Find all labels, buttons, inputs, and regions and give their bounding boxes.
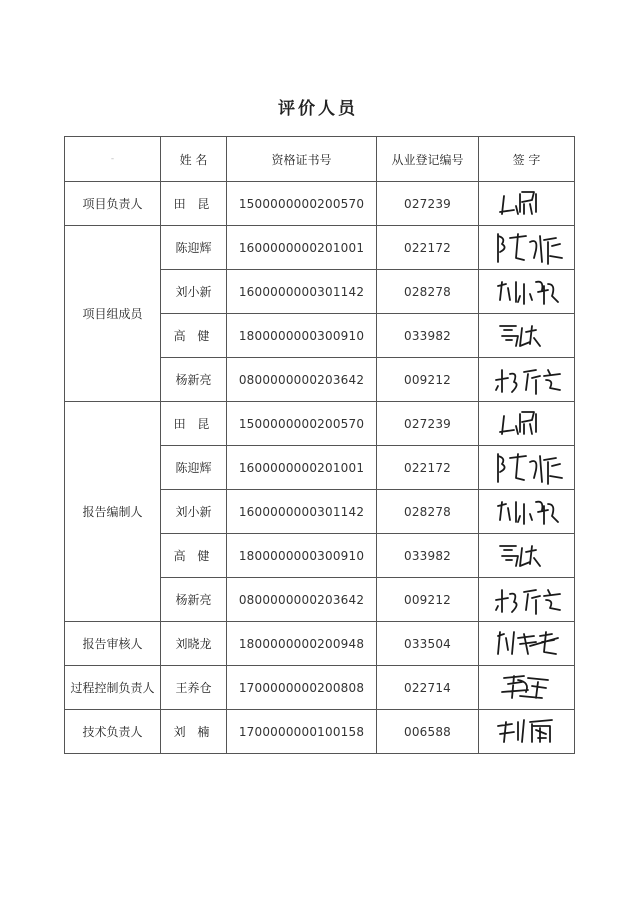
signature-scribble bbox=[485, 272, 569, 312]
header-row bbox=[65, 137, 575, 182]
table-row bbox=[65, 226, 575, 270]
role-label: 项目组成员 bbox=[82, 307, 143, 321]
name-cell bbox=[161, 666, 227, 710]
cert-cell bbox=[227, 490, 377, 534]
cert-number: 0800000000203642 bbox=[238, 372, 365, 387]
person-name: 刘小新 bbox=[175, 285, 212, 299]
cert-number: 1600000000301142 bbox=[238, 504, 365, 519]
person-name: 高 健 bbox=[173, 549, 214, 563]
reg-cell bbox=[377, 666, 479, 710]
reg-number: 006588 bbox=[403, 724, 451, 739]
role-label: 技术负责人 bbox=[82, 725, 143, 739]
name-cell bbox=[161, 182, 227, 226]
reg-number: 028278 bbox=[403, 504, 451, 519]
cert-cell bbox=[227, 358, 377, 402]
person-name: 刘晓龙 bbox=[175, 637, 212, 651]
name-cell bbox=[161, 490, 227, 534]
signature-scribble bbox=[485, 580, 569, 620]
header-name: 姓 名 bbox=[161, 137, 227, 182]
reg-cell bbox=[377, 226, 479, 270]
name-cell bbox=[161, 226, 227, 270]
person-name: 田 昆 bbox=[173, 197, 214, 211]
cert-number: 1600000000201001 bbox=[238, 460, 365, 475]
cert-cell bbox=[227, 314, 377, 358]
signature-scribble bbox=[485, 624, 569, 664]
signature-scribble bbox=[485, 448, 569, 488]
cert-number: 1600000000301142 bbox=[238, 284, 365, 299]
reg-cell bbox=[377, 534, 479, 578]
person-name: 刘小新 bbox=[175, 505, 212, 519]
reg-number: 009212 bbox=[403, 592, 451, 607]
cert-number: 1600000000201001 bbox=[238, 240, 365, 255]
name-cell bbox=[161, 314, 227, 358]
person-name: 王养仓 bbox=[175, 681, 212, 695]
signature-cell bbox=[479, 182, 575, 226]
reg-number: 022172 bbox=[403, 240, 451, 255]
person-name: 杨新亮 bbox=[175, 373, 212, 387]
role-label: 项目负责人 bbox=[82, 197, 143, 211]
table-row bbox=[65, 182, 575, 226]
reg-cell bbox=[377, 270, 479, 314]
signature-scribble bbox=[485, 184, 569, 224]
role-cell bbox=[65, 226, 161, 402]
reg-number: 009212 bbox=[403, 372, 451, 387]
signature-cell bbox=[479, 446, 575, 490]
table-row bbox=[65, 402, 575, 446]
header-cert: 资格证书号 bbox=[227, 137, 377, 182]
name-cell bbox=[161, 534, 227, 578]
reg-cell bbox=[377, 402, 479, 446]
staff-table-body bbox=[65, 182, 575, 754]
cert-cell bbox=[227, 578, 377, 622]
role-cell bbox=[65, 182, 161, 226]
cert-number: 0800000000203642 bbox=[238, 592, 365, 607]
role-label: 报告编制人 bbox=[82, 505, 143, 519]
signature-scribble bbox=[485, 316, 569, 356]
table-row bbox=[65, 666, 575, 710]
person-name: 刘 楠 bbox=[173, 725, 214, 739]
signature-scribble bbox=[485, 404, 569, 444]
reg-cell bbox=[377, 314, 479, 358]
signature-cell bbox=[479, 226, 575, 270]
cert-cell bbox=[227, 226, 377, 270]
signature-cell bbox=[479, 358, 575, 402]
cert-cell bbox=[227, 182, 377, 226]
person-name: 陈迎辉 bbox=[175, 461, 212, 475]
reg-number: 027239 bbox=[403, 196, 451, 211]
signature-cell bbox=[479, 666, 575, 710]
reg-cell bbox=[377, 622, 479, 666]
signature-cell bbox=[479, 710, 575, 754]
reg-cell bbox=[377, 710, 479, 754]
role-cell bbox=[65, 710, 161, 754]
reg-cell bbox=[377, 446, 479, 490]
signature-scribble bbox=[485, 712, 569, 752]
role-cell bbox=[65, 402, 161, 622]
cert-cell bbox=[227, 666, 377, 710]
header-role: - bbox=[65, 137, 161, 182]
header-reg: 从业登记编号 bbox=[377, 137, 479, 182]
cert-number: 1800000000200948 bbox=[238, 636, 365, 651]
reg-number: 022172 bbox=[403, 460, 451, 475]
cert-cell bbox=[227, 534, 377, 578]
signature-scribble bbox=[485, 492, 569, 532]
cert-cell bbox=[227, 622, 377, 666]
name-cell bbox=[161, 358, 227, 402]
reg-number: 033982 bbox=[403, 548, 451, 563]
role-label: 过程控制负责人 bbox=[70, 681, 155, 695]
signature-scribble bbox=[485, 228, 569, 268]
signature-scribble bbox=[485, 536, 569, 576]
signature-cell bbox=[479, 270, 575, 314]
signature-cell bbox=[479, 534, 575, 578]
signature-cell bbox=[479, 402, 575, 446]
reg-cell bbox=[377, 182, 479, 226]
reg-number: 022714 bbox=[403, 680, 451, 695]
signature-cell bbox=[479, 314, 575, 358]
reg-cell bbox=[377, 578, 479, 622]
person-name: 陈迎辉 bbox=[175, 241, 212, 255]
reg-number: 027239 bbox=[403, 416, 451, 431]
person-name: 田 昆 bbox=[173, 417, 214, 431]
signature-scribble bbox=[485, 360, 569, 400]
signature-cell bbox=[479, 622, 575, 666]
cert-number: 1700000000100158 bbox=[238, 724, 365, 739]
table-row bbox=[65, 622, 575, 666]
name-cell bbox=[161, 270, 227, 314]
cert-cell bbox=[227, 446, 377, 490]
name-cell bbox=[161, 578, 227, 622]
name-cell bbox=[161, 710, 227, 754]
role-cell bbox=[65, 622, 161, 666]
cert-number: 1800000000300910 bbox=[238, 328, 365, 343]
person-name: 杨新亮 bbox=[175, 593, 212, 607]
cert-number: 1700000000200808 bbox=[238, 680, 365, 695]
signature-scribble bbox=[485, 668, 569, 708]
reg-number: 028278 bbox=[403, 284, 451, 299]
table-row bbox=[65, 710, 575, 754]
reg-cell bbox=[377, 358, 479, 402]
reg-number: 033504 bbox=[403, 636, 451, 651]
page-title: 评价人员 bbox=[278, 99, 358, 119]
cert-number: 1500000000200570 bbox=[238, 416, 365, 431]
cert-cell bbox=[227, 710, 377, 754]
name-cell bbox=[161, 446, 227, 490]
cert-number: 1800000000300910 bbox=[238, 548, 365, 563]
staff-table bbox=[64, 136, 575, 754]
header-sign: 签 字 bbox=[479, 137, 575, 182]
reg-number: 033982 bbox=[403, 328, 451, 343]
role-cell bbox=[65, 666, 161, 710]
reg-cell bbox=[377, 490, 479, 534]
name-cell bbox=[161, 402, 227, 446]
signature-cell bbox=[479, 578, 575, 622]
cert-cell bbox=[227, 270, 377, 314]
signature-cell bbox=[479, 490, 575, 534]
name-cell bbox=[161, 622, 227, 666]
person-name: 高 健 bbox=[173, 329, 214, 343]
role-label: 报告审核人 bbox=[82, 637, 143, 651]
cert-cell bbox=[227, 402, 377, 446]
cert-number: 1500000000200570 bbox=[238, 196, 365, 211]
